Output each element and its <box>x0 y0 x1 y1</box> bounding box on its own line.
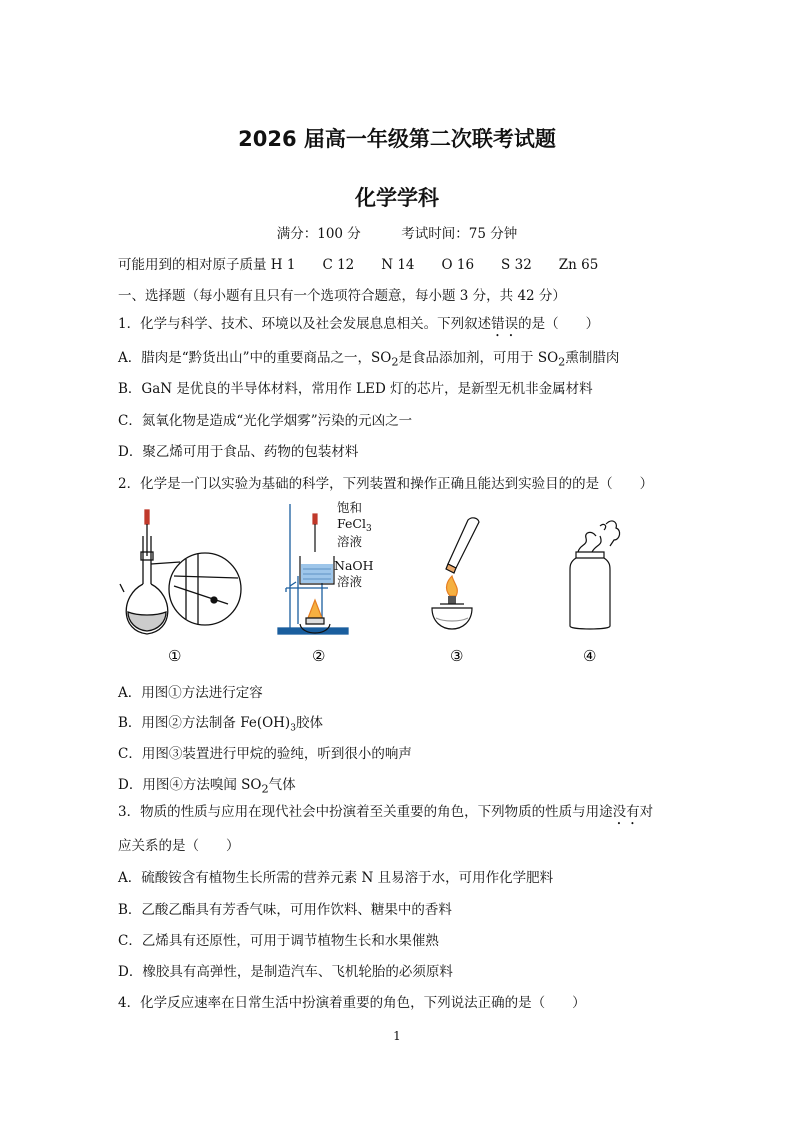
subscript: 2 <box>391 355 399 369</box>
section-heading: 一、选择题（每小题有且只有一个选项符合题意，每小题 3 分，共 42 分） <box>118 288 566 304</box>
question-3-stem-b: 对 <box>639 804 654 820</box>
subscript: 3 <box>290 723 296 734</box>
option-text: D．用图④方法嗅闻 SO <box>118 777 262 793</box>
exam-meta: 满分：100 分 考试时间：75 分钟 <box>276 226 518 242</box>
subject-title: 化学学科 <box>355 186 439 210</box>
question-2-option-b <box>118 711 323 734</box>
volumetric-flask-icon <box>120 510 241 634</box>
fig2-label-solution-1: 溶液 <box>337 534 363 549</box>
figure-1-number: ① <box>168 647 182 665</box>
question-1-stem-a: 1．化学与科学、技术、环境以及社会发展息息相关。下列叙述 <box>118 316 492 332</box>
subscript: 2 <box>558 355 566 369</box>
subscript: 2 <box>261 782 269 796</box>
question-1-option-b: B．GaN 是优良的半导体材料，常用作 LED 灯的芯片，是新型无机非金属材料 <box>118 381 593 397</box>
option-text: 是食品添加剂，可用于 SO <box>398 350 559 366</box>
question-2-option-a: A．用图①方法进行定容 <box>118 685 263 701</box>
exam-title: 2026 届高一年级第二次联考试题 <box>238 127 556 151</box>
apparatus-figure <box>110 496 630 671</box>
option-text: 气体 <box>268 777 296 793</box>
question-1-emphasis: 错误 <box>491 316 519 332</box>
question-3-option-a: A．硫酸铵含有植物生长所需的营养元素 N 且易溶于水，可用作化学肥料 <box>118 870 554 886</box>
question-4-stem: 4．化学反应速率在日常生活中扮演着重要的角色，下列说法正确的是（ ） <box>118 995 586 1011</box>
option-text: A．腊肉是“黔货出山”中的重要商品之一，SO <box>118 350 392 366</box>
atomic-masses: 可能用到的相对原子质量 H 1 C 12 N 14 O 16 S 32 Zn 65 <box>118 257 599 273</box>
test-tube-burner-icon <box>432 518 479 629</box>
fig2-label-saturated: 饱和 <box>337 500 363 515</box>
option-text: B．用图②方法制备 Fe(OH) <box>118 715 291 731</box>
question-3-option-d: D．橡胶具有高弹性，是制造汽车、飞机轮胎的必须原料 <box>118 964 453 980</box>
figure-4-number: ④ <box>583 647 597 665</box>
question-1-stem <box>118 312 599 340</box>
question-3-emphasis: 没有 <box>612 804 640 820</box>
question-2-option-d <box>118 773 296 796</box>
option-text: 胶体 <box>295 715 323 731</box>
question-3-option-c: C．乙烯具有还原性，可用于调节植物生长和水果催熟 <box>118 933 439 949</box>
figure-3-number: ③ <box>450 647 464 665</box>
question-3-stem <box>118 800 653 828</box>
gas-jar-icon <box>570 521 620 629</box>
beaker-icon <box>300 514 334 633</box>
fig2-label-solution-2: 溶液 <box>337 574 363 589</box>
figure-2-number: ② <box>312 647 326 665</box>
question-1-option-c: C．氮氧化物是造成“光化学烟雾”污染的元凶之一 <box>118 413 413 429</box>
question-2-stem: 2．化学是一门以实验为基础的科学，下列装置和操作正确且能达到实验目的的是（ ） <box>118 476 654 492</box>
question-3-option-b: B．乙酸乙酯具有芳香气味，可用作饮料、糖果中的香料 <box>118 902 452 918</box>
fig2-label-fecl3: FeCl$_3$ <box>337 516 372 534</box>
page-number: 1 <box>393 1029 401 1043</box>
question-1-stem-b: 的是（ ） <box>518 316 600 332</box>
question-2-option-c: C．用图③装置进行甲烷的验纯，听到很小的响声 <box>118 746 412 762</box>
question-1-option-a <box>118 346 619 369</box>
question-1-option-d: D．聚乙烯可用于食品、药物的包装材料 <box>118 444 359 460</box>
option-text: 熏制腊肉 <box>565 350 620 366</box>
fig2-label-naoh: NaOH <box>334 558 374 573</box>
question-3-stem-a: 3．物质的性质与应用在现代社会中扮演着至关重要的角色，下列物质的性质与用途 <box>118 804 613 820</box>
question-3-stem-cont: 应关系的是（ ） <box>118 838 240 854</box>
